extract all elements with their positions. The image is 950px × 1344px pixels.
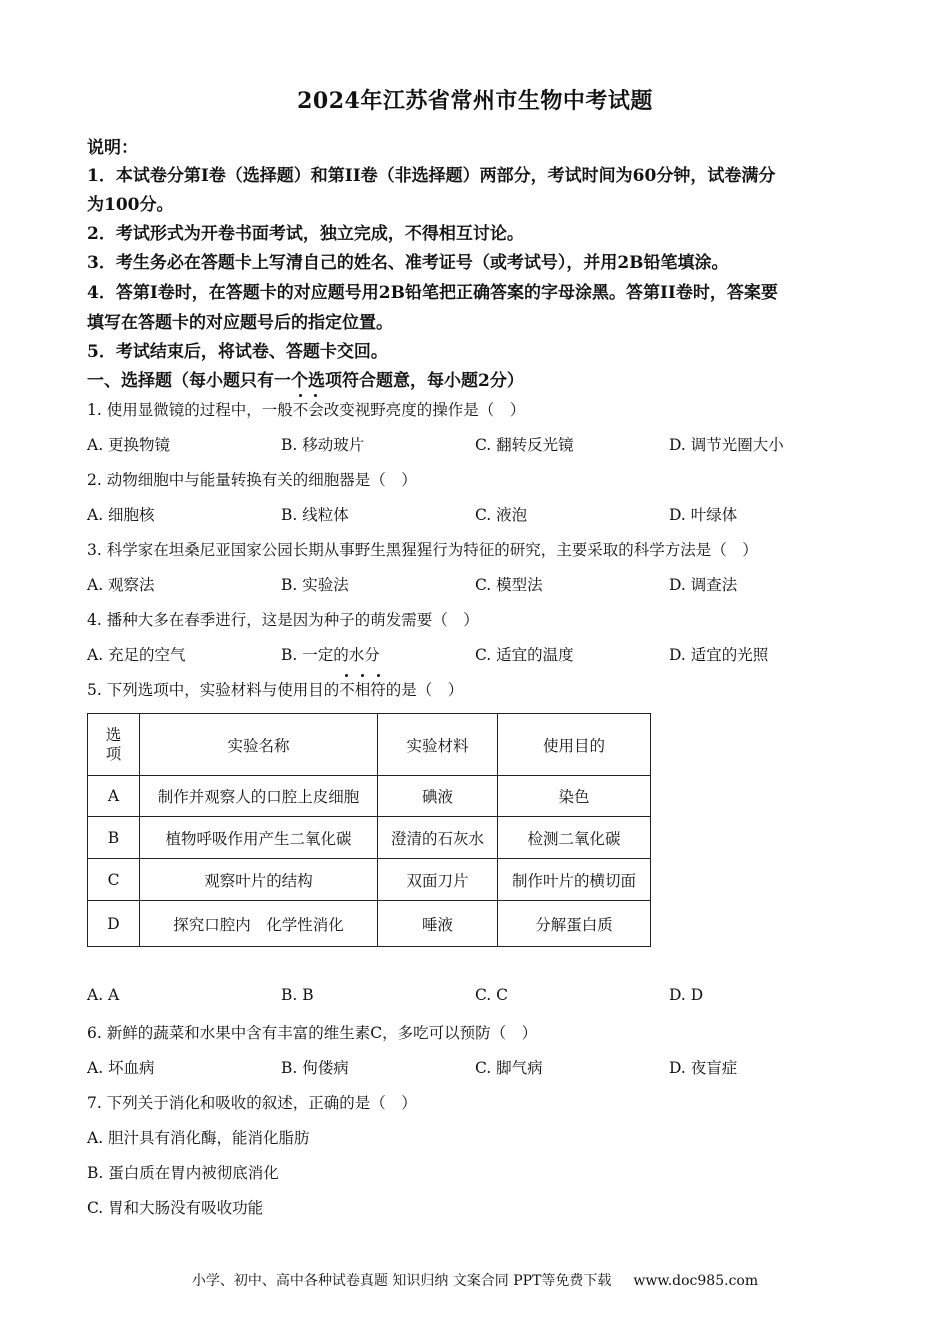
table-row: [88, 817, 651, 859]
question-3-stem: 3. 科学家在坦桑尼亚国家公园长期从事野生黑猩猩行为特征的研究，主要采取的科学方法是（ ）: [87, 541, 758, 559]
question-5-stem: [87, 678, 463, 700]
note-line: 为100分。: [87, 195, 174, 215]
option-a: A. 充足的空气: [87, 646, 186, 664]
option-b: B. 实验法: [281, 576, 349, 594]
emphasis-char: 会: [308, 398, 324, 420]
option-d: D. 调查法: [669, 576, 738, 594]
table-header-cell: 实验材料: [378, 714, 498, 776]
footer-text: 小学、初中、高中各种试卷真题 知识归纳 文案合同 PPT等免费下载: [191, 1273, 612, 1289]
option-a: A. A: [87, 986, 120, 1004]
table-header-cell: 选 项: [88, 714, 140, 776]
table-header-cell: 使用目的: [498, 714, 651, 776]
notes-heading: 说明：: [87, 138, 138, 158]
question-4-stem: 4. 播种大多在春季进行，这是因为种子的萌发需要（ ）: [87, 611, 479, 629]
question-7-stem: 7. 下列关于消化和吸收的叙述，正确的是（ ）: [87, 1094, 417, 1112]
table-cell: 唾液: [378, 901, 498, 947]
table-header-row: [88, 714, 651, 776]
table-cell: 分解蛋白质: [498, 901, 651, 947]
question-1-stem: [87, 398, 525, 420]
stem-text: 改变视野亮度的操作是（ ）: [323, 401, 526, 419]
table-cell: 制作叶片的横切面: [498, 859, 651, 901]
option-a: A. 更换物镜: [87, 436, 171, 454]
option-c: C. 适宜的温度: [475, 646, 574, 664]
option-b: B. 一定的水分: [281, 646, 380, 664]
option-d: D. 调节光圈大小: [669, 436, 784, 454]
question-6-stem: 6. 新鲜的蔬菜和水果中含有丰富的维生素C，多吃可以预防（ ）: [87, 1024, 538, 1042]
option-b: B. 线粒体: [281, 506, 349, 524]
table-row: [88, 776, 651, 817]
option-b: B. B: [281, 986, 314, 1004]
stem-text: 5. 下列选项中，实验材料与使用目的: [87, 681, 340, 699]
option-c: C. 脚气病: [475, 1059, 543, 1077]
table-cell: 检测二氧化碳: [498, 817, 651, 859]
option-b: B. 佝偻病: [281, 1059, 349, 1077]
table-cell: 染色: [498, 776, 651, 817]
emphasis-char: 相: [355, 678, 371, 700]
option-a: A. 观察法: [87, 576, 155, 594]
option-d: D. 叶绿体: [669, 506, 738, 524]
table-cell: 双面刀片: [378, 859, 498, 901]
table-cell: C: [88, 859, 140, 901]
option-a: A. 胆汁具有消化酶，能消化脂肪: [87, 1129, 310, 1147]
option-b: B. 移动玻片: [281, 436, 365, 454]
option-c: C. 翻转反光镜: [475, 436, 574, 454]
emphasis-char: 符: [370, 678, 386, 700]
question-6-options: [87, 1056, 867, 1078]
table-row: [88, 859, 651, 901]
page-title: 2024年江苏省常州市生物中考试题: [297, 88, 653, 114]
option-d: D. 夜盲症: [669, 1059, 738, 1077]
option-c: C. 模型法: [475, 576, 543, 594]
note-line: 5．考试结束后，将试卷、答题卡交回。: [87, 342, 388, 362]
emphasis-char: 不: [339, 678, 355, 700]
stem-text: 的是（ ）: [385, 681, 464, 699]
table-cell: 观察叶片的结构: [140, 859, 378, 901]
note-line: 4．答第I卷时，在答题卡的对应题号用2B铅笔把正确答案的字母涂黑。答第II卷时，答案要: [87, 283, 778, 303]
question-4-options: [87, 643, 867, 665]
note-line: 填写在答题卡的对应题号后的指定位置。: [87, 313, 393, 333]
table-header-cell: 实验名称: [140, 714, 378, 776]
question-3-options: [87, 573, 867, 595]
note-line: 3．考生务必在答题卡上写清自己的姓名、准考证号（或考试号），并用2B铅笔填涂。: [87, 253, 729, 273]
option-a: A. 坏血病: [87, 1059, 155, 1077]
experiment-table: [87, 713, 651, 947]
table-cell: B: [88, 817, 140, 859]
option-c: C. 液泡: [475, 506, 528, 524]
section-heading: 一、选择题（每小题只有一个选项符合题意，每小题2分）: [87, 371, 524, 391]
stem-text: 1. 使用显微镜的过程中，一般: [87, 401, 293, 419]
table-cell: 植物呼吸作用产生二氧化碳: [140, 817, 378, 859]
emphasis-char: 不: [293, 398, 309, 420]
option-b: B. 蛋白质在胃内被彻底消化: [87, 1164, 279, 1182]
option-d: D. D: [669, 986, 704, 1004]
table-cell: 碘液: [378, 776, 498, 817]
table-cell: A: [88, 776, 140, 817]
option-c: C. 胃和大肠没有吸收功能: [87, 1199, 264, 1217]
question-2-stem: 2. 动物细胞中与能量转换有关的细胞器是（ ）: [87, 471, 417, 489]
note-line: 1．本试卷分第I卷（选择题）和第II卷（非选择题）两部分，考试时间为60分钟，试卷满分: [87, 166, 776, 186]
option-a: A. 细胞核: [87, 506, 155, 524]
option-c: C. C: [475, 986, 509, 1004]
question-5-options: [87, 986, 867, 1008]
question-2-options: [87, 503, 867, 525]
table-cell: D: [88, 901, 140, 947]
option-d: D. 适宜的光照: [669, 646, 769, 664]
table-cell: 制作并观察人的口腔上皮细胞: [140, 776, 378, 817]
note-line: 2．考试形式为开卷书面考试，独立完成，不得相互讨论。: [87, 224, 524, 244]
table-cell: 探究口腔内 化学性消化: [140, 901, 378, 947]
table-cell: 澄清的石灰水: [378, 817, 498, 859]
footer-link[interactable]: www.doc985.com: [633, 1273, 759, 1289]
question-1-options: [87, 433, 867, 455]
page-footer: [0, 1270, 950, 1290]
table-row: [88, 901, 651, 947]
